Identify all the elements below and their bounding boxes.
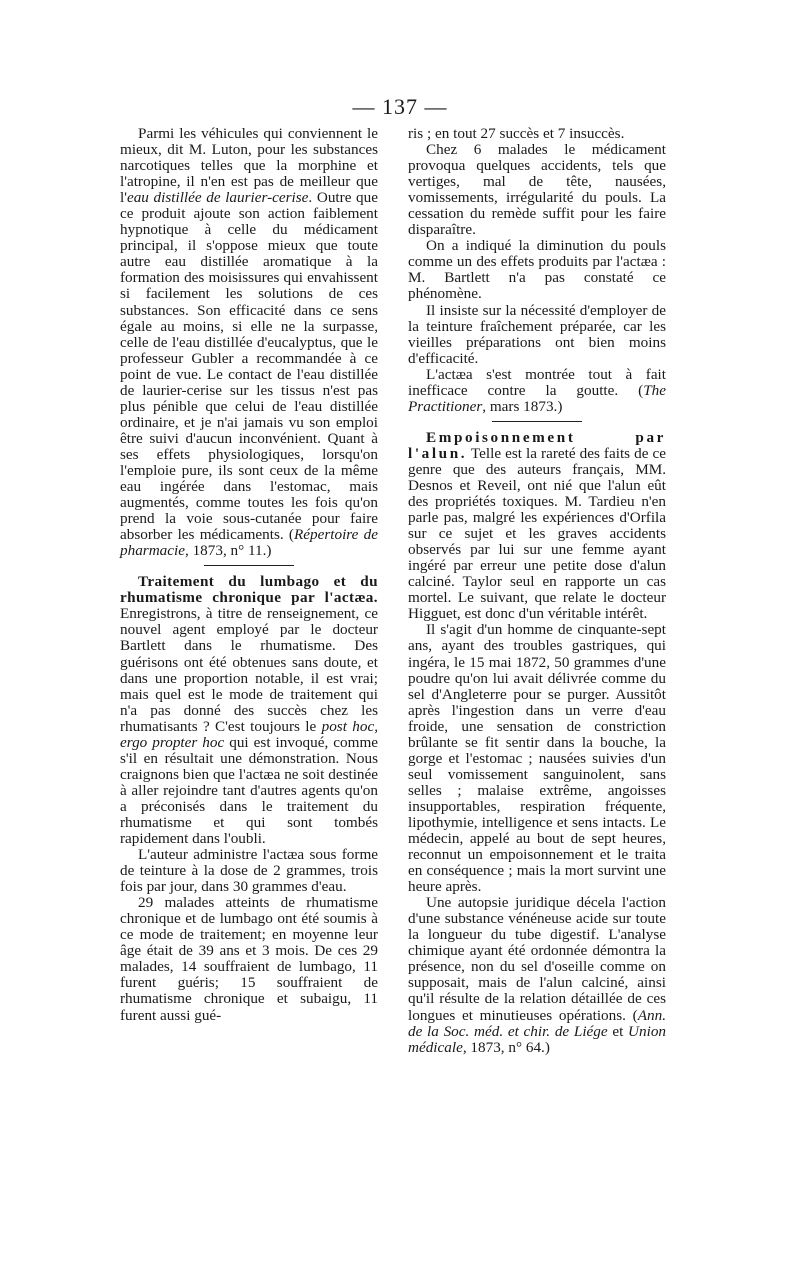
- section-paragraph: [120, 574, 378, 847]
- paragraph: [408, 367, 666, 415]
- italic-text: Ann. de la Soc. méd. et chir. de Liége: [408, 1006, 666, 1040]
- text-run: L'actæa s'est montrée tout à fait inefficace contre la goutte. (: [408, 365, 666, 399]
- text-run: , 1873, n° 11.): [184, 542, 272, 560]
- section-divider: [204, 565, 294, 566]
- paragraph: Il s'agit d'un homme de cinquante-sept ans, ayant des troubles gastriques, qui ingéra, le 15 mai 1872, 50 grammes d'une poudre qu'on lui avait délivrée comme du sel d'Angleterre pour se purger. Aussitôt après l'ingestion dans un verre d'eau froide, une sensation de constriction brûlante se fit sentir dans la bouche, la gorge et l'estomac ; nausées suivies d'un seul vomissement sanguinolent, sans selles ; malaise extrême, angoisses insupportables, respiration fréquente, lipothymie, intelligence et sens intacts. Le médecin, appelé au bout de sept heures, reconnut un empoisonnement et le traita en conséquence ; mais la mort survint une heure après.: [408, 621, 666, 896]
- left-column: [120, 126, 378, 1024]
- text-run: Enregistrons, à titre de renseignement, ce nouvel agent employé par le docteur Bartlett dans le rhumatisme. Des guérisons ont été obtenues sans doute, et dans une proportion notable, il est vrai; mais quel est le mode de traitement qui n'a pas donné des succès chez les rhumatisants ? C'est toujours le: [120, 605, 378, 735]
- text-run: Une autopsie juridique décela l'action d'une substance vénéneuse acide sur toute la longueur du tube digestif. L'analyse chimique ayant été ordonnée démontra la présence, non du sel d'oseille comme on supposait, mais de l'alun calciné, ainsi qu'il résulte de la relation détaillée de ces longues et minutieuses opérations. (: [408, 894, 666, 1024]
- section-divider: [492, 421, 582, 422]
- italic-text: Union médicale: [408, 1022, 666, 1056]
- text-run: Telle est la rareté des faits de ce genre que des auteurs français, MM. Desnos et Reveil, ont nié que l'alun eût des propriétés toxiques. M. Tardieu n'en parle pas, malgré les expériences d'Orfila sur ce sujet et les graves accidents observés par lui sur une femme ayant ingéré par erreur une petite dose d'alun calciné. Taylor seul en rapporte un cas mortel. Le suivant, que relate le docteur Higguet, est donc d'un véritable intérêt.: [408, 444, 666, 623]
- paragraph: Chez 6 malades le médicament provoqua quelques accidents, tels que vertiges, mal de tête, nausées, vomissements, irrégularité du pouls. La cessation du remède suffit pour les faire disparaître.: [408, 141, 666, 239]
- section-heading: Empoisonnement par l'alun.: [408, 428, 666, 462]
- text-run: qui est invoqué, comme s'il en résultait une démonstration. Nous craignons bien que l'actæa ne soit destinée à aller rejoindre tant d'autres agents qu'on a préconisés dans le traitement du rhumatisme et qui sont tombés rapidement dans l'oubli.: [120, 733, 378, 848]
- text-run: , mars 1873.): [482, 397, 563, 415]
- paragraph: Il insiste sur la nécessité d'employer de la teinture fraîchement préparée, car les vieilles préparations ont bien moins d'efficacité.: [408, 301, 666, 367]
- text-run: et: [607, 1022, 629, 1040]
- italic-text: Répertoire de pharmacie: [120, 526, 378, 560]
- italic-text: post hoc, ergo propter hoc: [120, 717, 378, 751]
- text-run: , 1873, n° 64.): [462, 1038, 550, 1056]
- section-paragraph: [408, 430, 666, 623]
- paragraph: 29 malades atteints de rhumatisme chronique et de lumbago ont été soumis à ce mode de traitement; en moyenne leur âge était de 39 ans et 3 mois. De ces 29 malades, 14 souffraient de lumbago, 11 furent guéris; 15 souffraient de rhumatisme chronique et subaigu, 11 furent aussi gué-: [120, 894, 378, 1024]
- right-column: [408, 126, 666, 1056]
- text-run: Parmi les véhicules qui conviennent le mieux, dit M. Luton, pour les substances narcotiques telles que la morphine et l'atropine, il n'en est pas de meilleur que l': [120, 125, 378, 207]
- italic-text: eau distillée de laurier-cerise: [126, 189, 309, 207]
- paragraph: [120, 126, 378, 559]
- section-heading: Traitement du lumbago et du rhumatisme chronique par l'actæa.: [120, 573, 378, 607]
- paragraph-continuation: ris ; en tout 27 succès et 7 insuccès.: [408, 125, 625, 142]
- page-number: — 137 —: [352, 94, 448, 119]
- paragraph: [408, 895, 666, 1055]
- paragraph: L'auteur administre l'actæa sous forme de teinture à la dose de 2 grammes, trois fois par jour, dans 30 grammes d'eau.: [120, 846, 378, 896]
- italic-text: The Practitioner: [408, 381, 666, 415]
- text-run: . Outre que ce produit ajoute son action faiblement hypnotique à celle du médicament principal, il s'oppose mieux que toute autre eau distillée aromatique à la formation des moisissures qui envahissent si facilement les solutions de ces substances. Son efficacité dans ce sens égale au moins, si elle ne la surpasse, celle de l'eau distillée d'eucalyptus, que le professeur Gubler a recommandée à ce point de vue. Le contact de l'eau distillée de laurier-cerise sur les tissus n'est pas plus pénible que celui de l'eau distillée ordinaire, et je n'ai jamais vu son emploi être suivi d'aucun inconvénient. Quant à ses effets physiologiques, lorsqu'on l'emploie pure, ils sont ceux de la même eau ingérée dans l'estomac, mais augmentés, comme toutes les fois qu'on prend la voie sous-cutanée pour faire absorber les médicaments. (: [120, 189, 378, 544]
- paragraph: On a indiqué la diminution du pouls comme un des effets produits par l'actæa : M. Bartlett n'a pas constaté ce phénomène.: [408, 237, 666, 303]
